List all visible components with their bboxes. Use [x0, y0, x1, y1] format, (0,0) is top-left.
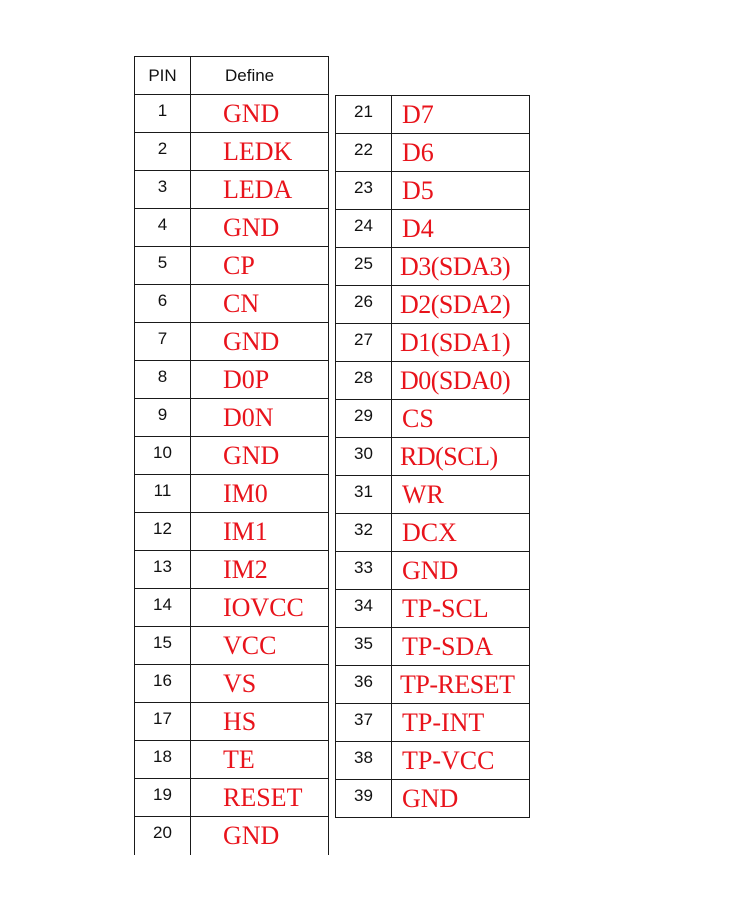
- pin-define: GND: [392, 780, 530, 818]
- table-header-row: [135, 57, 329, 95]
- table-row: [336, 324, 530, 362]
- table-row: [135, 741, 329, 779]
- pin-define: TP-VCC: [392, 742, 530, 780]
- pin-number: 12: [135, 513, 191, 551]
- pin-define: TE: [191, 741, 329, 779]
- pin-define: GND: [392, 552, 530, 590]
- pin-number: 6: [135, 285, 191, 323]
- table-row: [135, 551, 329, 589]
- table-row: [336, 590, 530, 628]
- pin-define: D6: [392, 134, 530, 172]
- table-row: [336, 514, 530, 552]
- pin-number: 22: [336, 134, 392, 172]
- pin-define: CP: [191, 247, 329, 285]
- table-row: [135, 323, 329, 361]
- table-row: [135, 437, 329, 475]
- table-row: [135, 247, 329, 285]
- pin-define: TP-INT: [392, 704, 530, 742]
- table-row: [336, 96, 530, 134]
- table-row: [336, 400, 530, 438]
- pin-number: 5: [135, 247, 191, 285]
- pin-define: GND: [191, 437, 329, 475]
- pin-number: 4: [135, 209, 191, 247]
- table-row: [336, 172, 530, 210]
- table-row: [135, 171, 329, 209]
- pin-number: 33: [336, 552, 392, 590]
- pin-define: D0P: [191, 361, 329, 399]
- table-row: [135, 513, 329, 551]
- pin-define: WR: [392, 476, 530, 514]
- table-row: [135, 95, 329, 133]
- pin-number: 24: [336, 210, 392, 248]
- pin-number: 2: [135, 133, 191, 171]
- pin-define: TP-SCL: [392, 590, 530, 628]
- pin-number: 17: [135, 703, 191, 741]
- pin-number: 26: [336, 286, 392, 324]
- pin-define: TP-SDA: [392, 628, 530, 666]
- pin-define: D5: [392, 172, 530, 210]
- pin-number: 35: [336, 628, 392, 666]
- pin-number: 11: [135, 475, 191, 513]
- table-row: [135, 817, 329, 855]
- pin-define: CS: [392, 400, 530, 438]
- pin-number: 15: [135, 627, 191, 665]
- pin-number: 23: [336, 172, 392, 210]
- pin-define: CN: [191, 285, 329, 323]
- pin-number: 14: [135, 589, 191, 627]
- pin-number: 21: [336, 96, 392, 134]
- pin-table-right-body: [336, 96, 530, 818]
- pin-number: 32: [336, 514, 392, 552]
- header-pin: PIN: [135, 57, 191, 95]
- pin-define: IOVCC: [191, 589, 329, 627]
- pin-define: GND: [191, 817, 329, 855]
- pin-number: 38: [336, 742, 392, 780]
- pin-table-left-body: [135, 95, 329, 855]
- table-row: [135, 475, 329, 513]
- table-row: [336, 438, 530, 476]
- table-row: [336, 134, 530, 172]
- pin-define: IM1: [191, 513, 329, 551]
- table-row: [336, 476, 530, 514]
- table-row: [135, 133, 329, 171]
- table-row: [336, 552, 530, 590]
- pin-define: LEDK: [191, 133, 329, 171]
- pin-define: D3(SDA3): [392, 248, 530, 286]
- pin-define: D0N: [191, 399, 329, 437]
- pin-number: 30: [336, 438, 392, 476]
- pin-number: 37: [336, 704, 392, 742]
- pin-number: 18: [135, 741, 191, 779]
- pin-number: 36: [336, 666, 392, 704]
- pin-define: VCC: [191, 627, 329, 665]
- pin-number: 9: [135, 399, 191, 437]
- pin-define: D1(SDA1): [392, 324, 530, 362]
- pin-define: D7: [392, 96, 530, 134]
- pin-number: 13: [135, 551, 191, 589]
- pin-number: 3: [135, 171, 191, 209]
- pin-number: 34: [336, 590, 392, 628]
- table-row: [135, 589, 329, 627]
- table-row: [135, 285, 329, 323]
- pin-define: IM0: [191, 475, 329, 513]
- table-row: [135, 627, 329, 665]
- pin-define: VS: [191, 665, 329, 703]
- table-row: [336, 666, 530, 704]
- pin-define: RD(SCL): [392, 438, 530, 476]
- pin-number: 7: [135, 323, 191, 361]
- pin-number: 25: [336, 248, 392, 286]
- pin-number: 31: [336, 476, 392, 514]
- pin-define: D4: [392, 210, 530, 248]
- pin-define: GND: [191, 95, 329, 133]
- pin-number: 16: [135, 665, 191, 703]
- table-row: [336, 362, 530, 400]
- pin-number: 29: [336, 400, 392, 438]
- header-define: Define: [191, 57, 329, 95]
- pin-define: HS: [191, 703, 329, 741]
- pin-define: DCX: [392, 514, 530, 552]
- pin-table-right: [335, 95, 530, 818]
- table-row: [336, 704, 530, 742]
- table-row: [135, 703, 329, 741]
- table-row: [135, 399, 329, 437]
- pin-define: RESET: [191, 779, 329, 817]
- table-row: [336, 742, 530, 780]
- table-row: [135, 779, 329, 817]
- pin-number: 27: [336, 324, 392, 362]
- pin-define: D2(SDA2): [392, 286, 530, 324]
- table-row: [336, 286, 530, 324]
- pin-number: 20: [135, 817, 191, 855]
- table-row: [135, 361, 329, 399]
- table-row: [336, 628, 530, 666]
- table-row: [336, 210, 530, 248]
- table-row: [336, 780, 530, 818]
- pin-define: TP-RESET: [392, 666, 530, 704]
- pin-define: LEDA: [191, 171, 329, 209]
- pin-number: 1: [135, 95, 191, 133]
- table-row: [336, 248, 530, 286]
- table-row: [135, 209, 329, 247]
- pin-define: GND: [191, 209, 329, 247]
- pin-number: 8: [135, 361, 191, 399]
- pin-define: D0(SDA0): [392, 362, 530, 400]
- pin-number: 10: [135, 437, 191, 475]
- table-row: [135, 665, 329, 703]
- pin-number: 39: [336, 780, 392, 818]
- pin-define: IM2: [191, 551, 329, 589]
- pin-define: GND: [191, 323, 329, 361]
- pin-table-left: [134, 56, 329, 855]
- pin-number: 28: [336, 362, 392, 400]
- pin-number: 19: [135, 779, 191, 817]
